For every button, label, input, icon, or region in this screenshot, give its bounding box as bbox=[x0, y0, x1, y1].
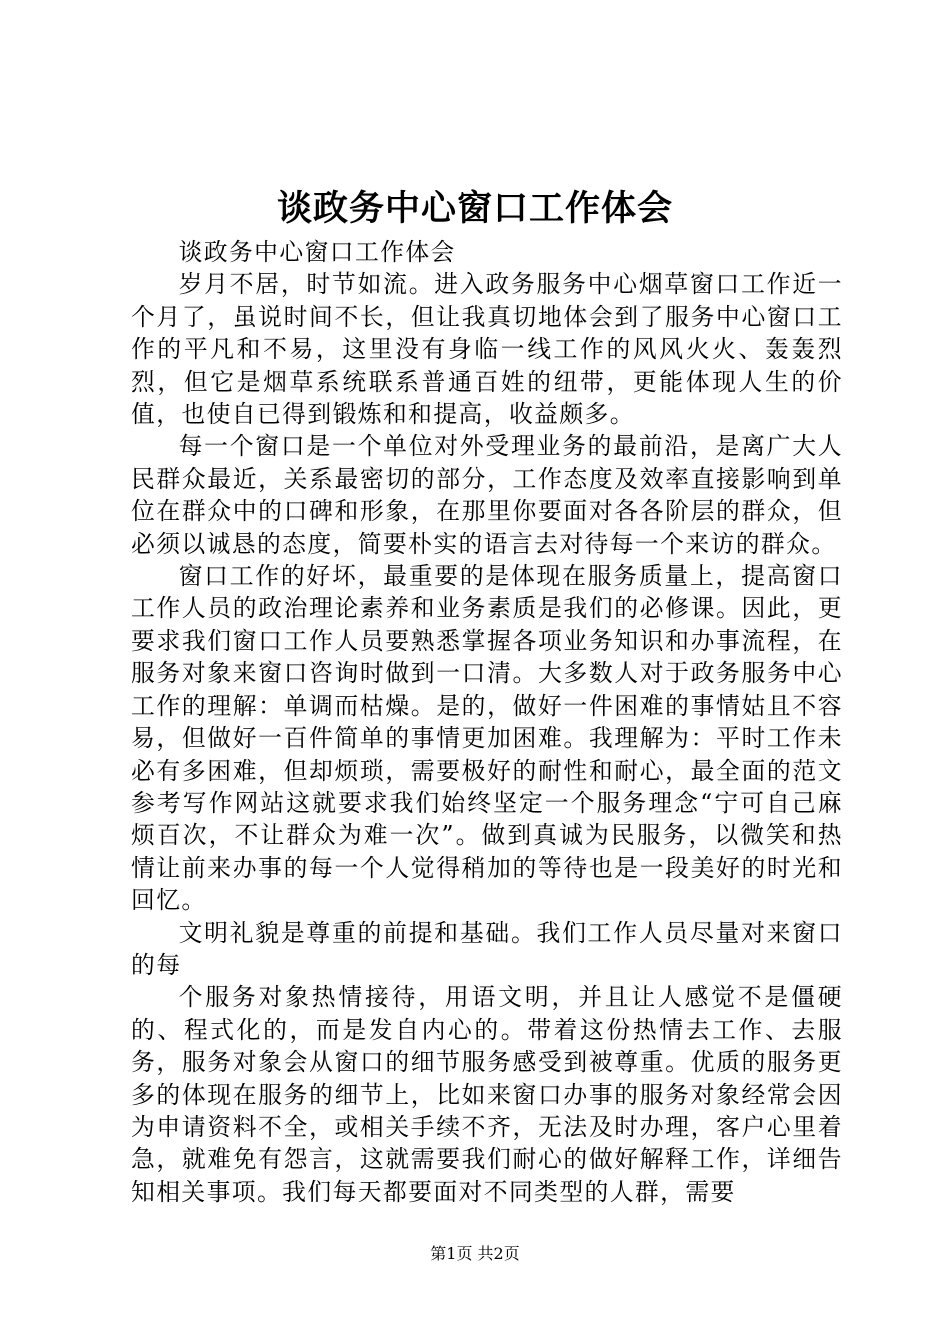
paragraph: 每一个窗口是一个单位对外受理业务的最前沿，是离广大人民群众最近，关系最密切的部分，工作态度及效率直接影响到单位在群众中的口碑和形象，在那里你要面对各各阶层的群众，但必须以诚恳的态度，简要朴实的语言去对待每一个来访的群众。 bbox=[131, 432, 843, 558]
page-footer: 第1页 共2页 bbox=[430, 1244, 520, 1263]
document-body bbox=[131, 236, 843, 1208]
paragraph: 文明礼貌是尊重的前提和基础。我们工作人员尽量对来窗口的每 bbox=[131, 918, 843, 979]
document-title: 谈政务中心窗口工作体会 bbox=[276, 188, 673, 229]
paragraph-subtitle: 谈政务中心窗口工作体会 bbox=[178, 238, 456, 266]
paragraph: 岁月不居，时节如流。进入政务服务中心烟草窗口工作近一个月了，虽说时间不长，但让我真切地体会到了服务中心窗口工作的平凡和不易，这里没有身临一线工作的风风火火、轰轰烈烈，但它是烟草系统联系普通百姓的纽带，更能体现人生的价值，也使自已得到锻炼和和提高，收益颇多。 bbox=[131, 270, 843, 429]
paragraph: 窗口工作的好坏，最重要的是体现在服务质量上，提高窗口工作人员的政治理论素养和业务素质是我们的必修课。因此，更要求我们窗口工作人员要熟悉掌握各项业务知识和办事流程，在服务对象来窗口咨询时做到一口清。大多数人对于政务服务中心工作的理解：单调而枯燥。是的，做好一件困难的事情姑且不容易，但做好一百件简单的事情更加困难。我理解为：平时工作未必有多困难，但却烦琐，需要极好的耐性和耐心，最全面的范文参考写作网站这就要求我们始终坚定一个服务理念“宁可自己麻烦百次，不让群众为难一次”。做到真诚为民服务，以微笑和热情让前来办事的每一个人觉得稍加的等待也是一段美好的时光和回忆。 bbox=[131, 562, 843, 915]
paragraph: 个服务对象热情接待，用语文明，并且让人感觉不是僵硬的、程式化的，而是发自内心的。带着这份热情去工作、去服务，服务对象会从窗口的细节服务感受到被尊重。优质的服务更多的体现在服务的细节上，比如来窗口办事的服务对象经常会因为申请资料不全，或相关手续不齐，无法及时办理，客户心里着急，就难免有怨言，这就需要我们耐心的做好解释工作，详细告知相关事项。我们每天都要面对不同类型的人群，需要 bbox=[131, 983, 843, 1206]
